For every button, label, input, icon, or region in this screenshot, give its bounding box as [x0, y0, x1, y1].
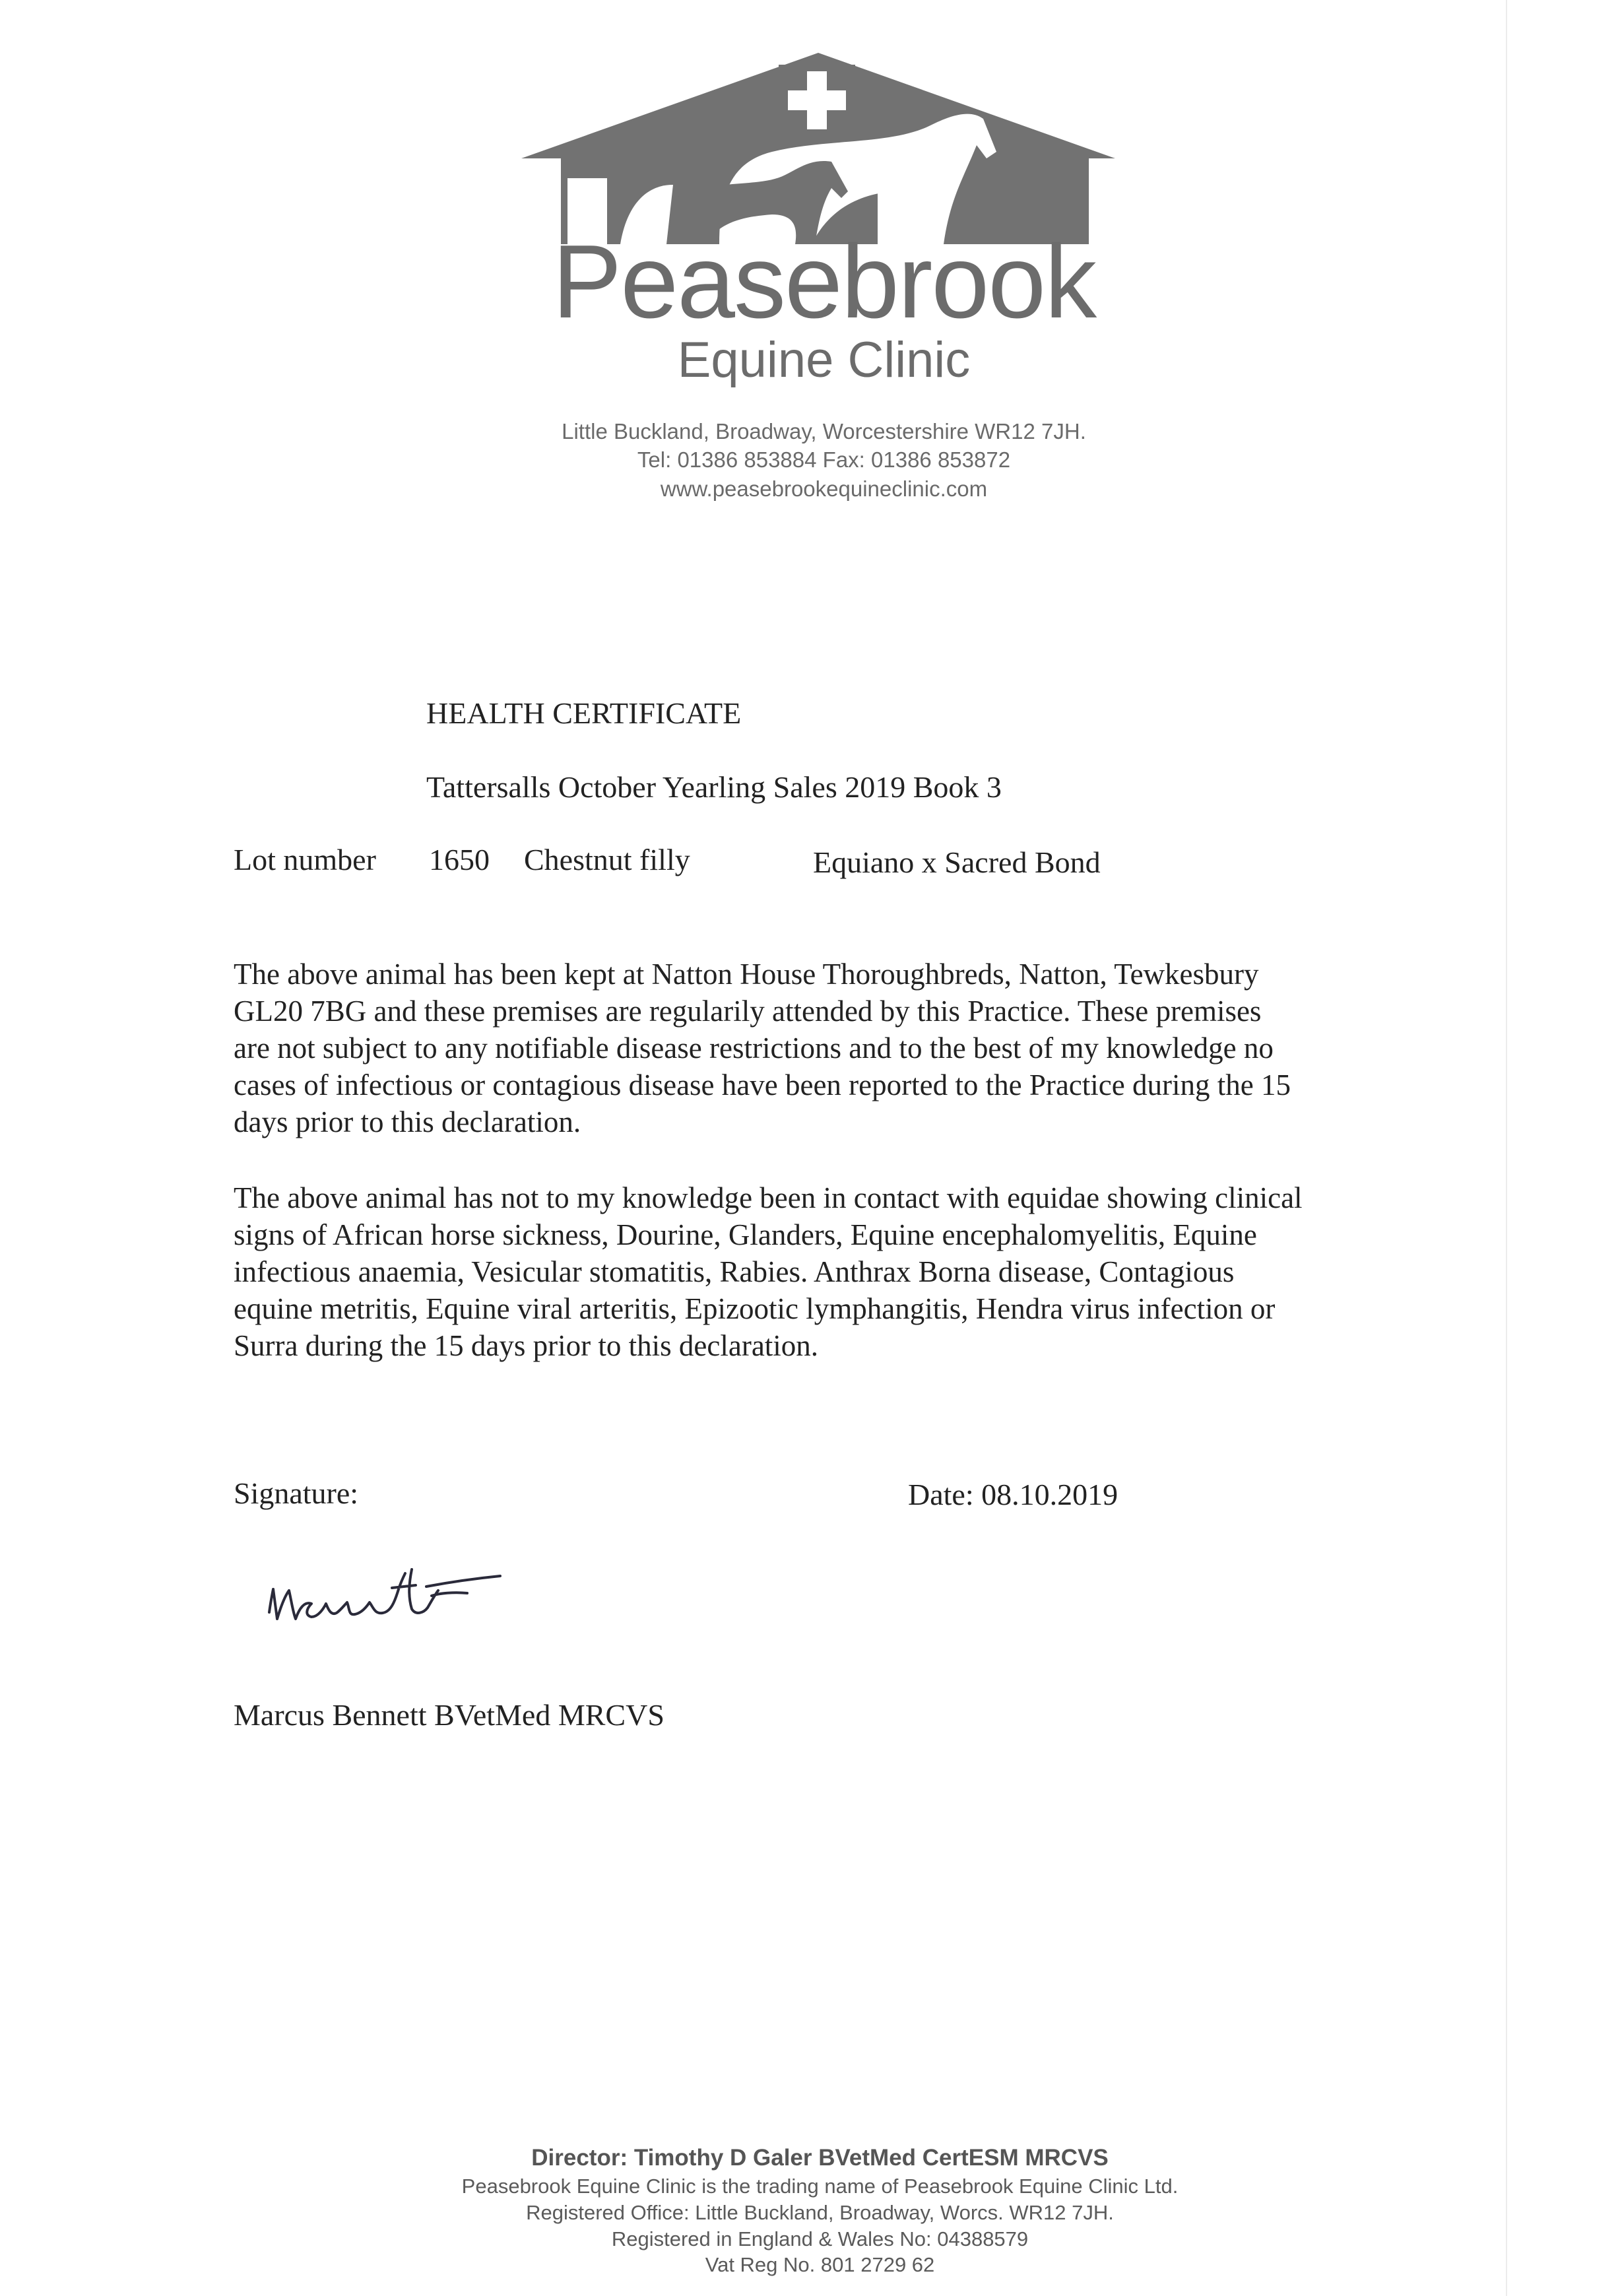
paragraph-line: infectious anaemia, Vesicular stomatitis, Rabies. Anthrax Borna disease, Contagious [234, 1255, 1235, 1288]
paragraph-line: Surra during the 15 days prior to this declaration. [234, 1329, 819, 1362]
paragraph-line: are not subject to any notifiable disease restrictions and to the best of my knowledge no [234, 1032, 1274, 1065]
clinic-name: Peasebrook [552, 224, 1096, 340]
paragraph-line: signs of African horse sickness, Dourine, Glanders, Equine encephalomyelitis, Equine [234, 1218, 1257, 1251]
clinic-website: www.peasebrookequineclinic.com [660, 476, 988, 501]
paragraph-line: The above animal has not to my knowledge been in contact with equidae showing clinical [234, 1181, 1303, 1214]
lot-description: Chestnut filly [524, 843, 690, 876]
handwritten-signature [263, 1550, 513, 1635]
contact-paragraph [234, 1179, 1303, 1364]
clinic-subtitle: Equine Clinic [677, 332, 971, 388]
footer-registration: Registered in England & Wales No: 04388579 [611, 2227, 1029, 2250]
footer-trading-name: Peasebrook Equine Clinic is the trading name of Peasebrook Equine Clinic Ltd. [461, 2175, 1179, 2198]
paragraph-line: days prior to this declaration. [234, 1105, 581, 1138]
footer-registered-office: Registered Office: Little Buckland, Broadway, Worcs. WR12 7JH. [526, 2201, 1114, 2224]
clinic-phone-fax: Tel: 01386 853884 Fax: 01386 853872 [637, 447, 1011, 472]
signer-name: Marcus Bennett BVetMed MRCVS [234, 1698, 664, 1732]
signature-label: Signature: [234, 1476, 359, 1510]
footer-director: Director: Timothy D Galer BVetMed CertESM MRCVS [531, 2145, 1109, 2171]
footer-vat: Vat Reg No. 801 2729 62 [705, 2253, 935, 2276]
paragraph-line: cases of infectious or contagious disease have been reported to the Practice during the 15 [234, 1068, 1291, 1101]
paragraph-line: equine metritis, Equine viral arteritis, Epizootic lymphangitis, Hendra virus infection or [234, 1292, 1276, 1325]
certificate-date: Date: 08.10.2019 [908, 1478, 1118, 1511]
lot-label: Lot number [234, 843, 376, 876]
paragraph-line: The above animal has been kept at Natton House Thoroughbreds, Natton, Tewkesbury [234, 958, 1259, 991]
lot-pedigree: Equiano x Sacred Bond [813, 845, 1101, 879]
clinic-address: Little Buckland, Broadway, Worcestershire WR12 7JH. [562, 419, 1086, 443]
cross-horizontal [788, 90, 846, 110]
paragraph-line: GL20 7BG and these premises are regularily attended by this Practice. These premises [234, 995, 1262, 1028]
certificate-title: HEALTH CERTIFICATE [426, 696, 742, 730]
premises-paragraph [234, 956, 1291, 1140]
lot-number: 1650 [429, 843, 490, 876]
sale-name: Tattersalls October Yearling Sales 2019 Book 3 [426, 770, 1002, 804]
